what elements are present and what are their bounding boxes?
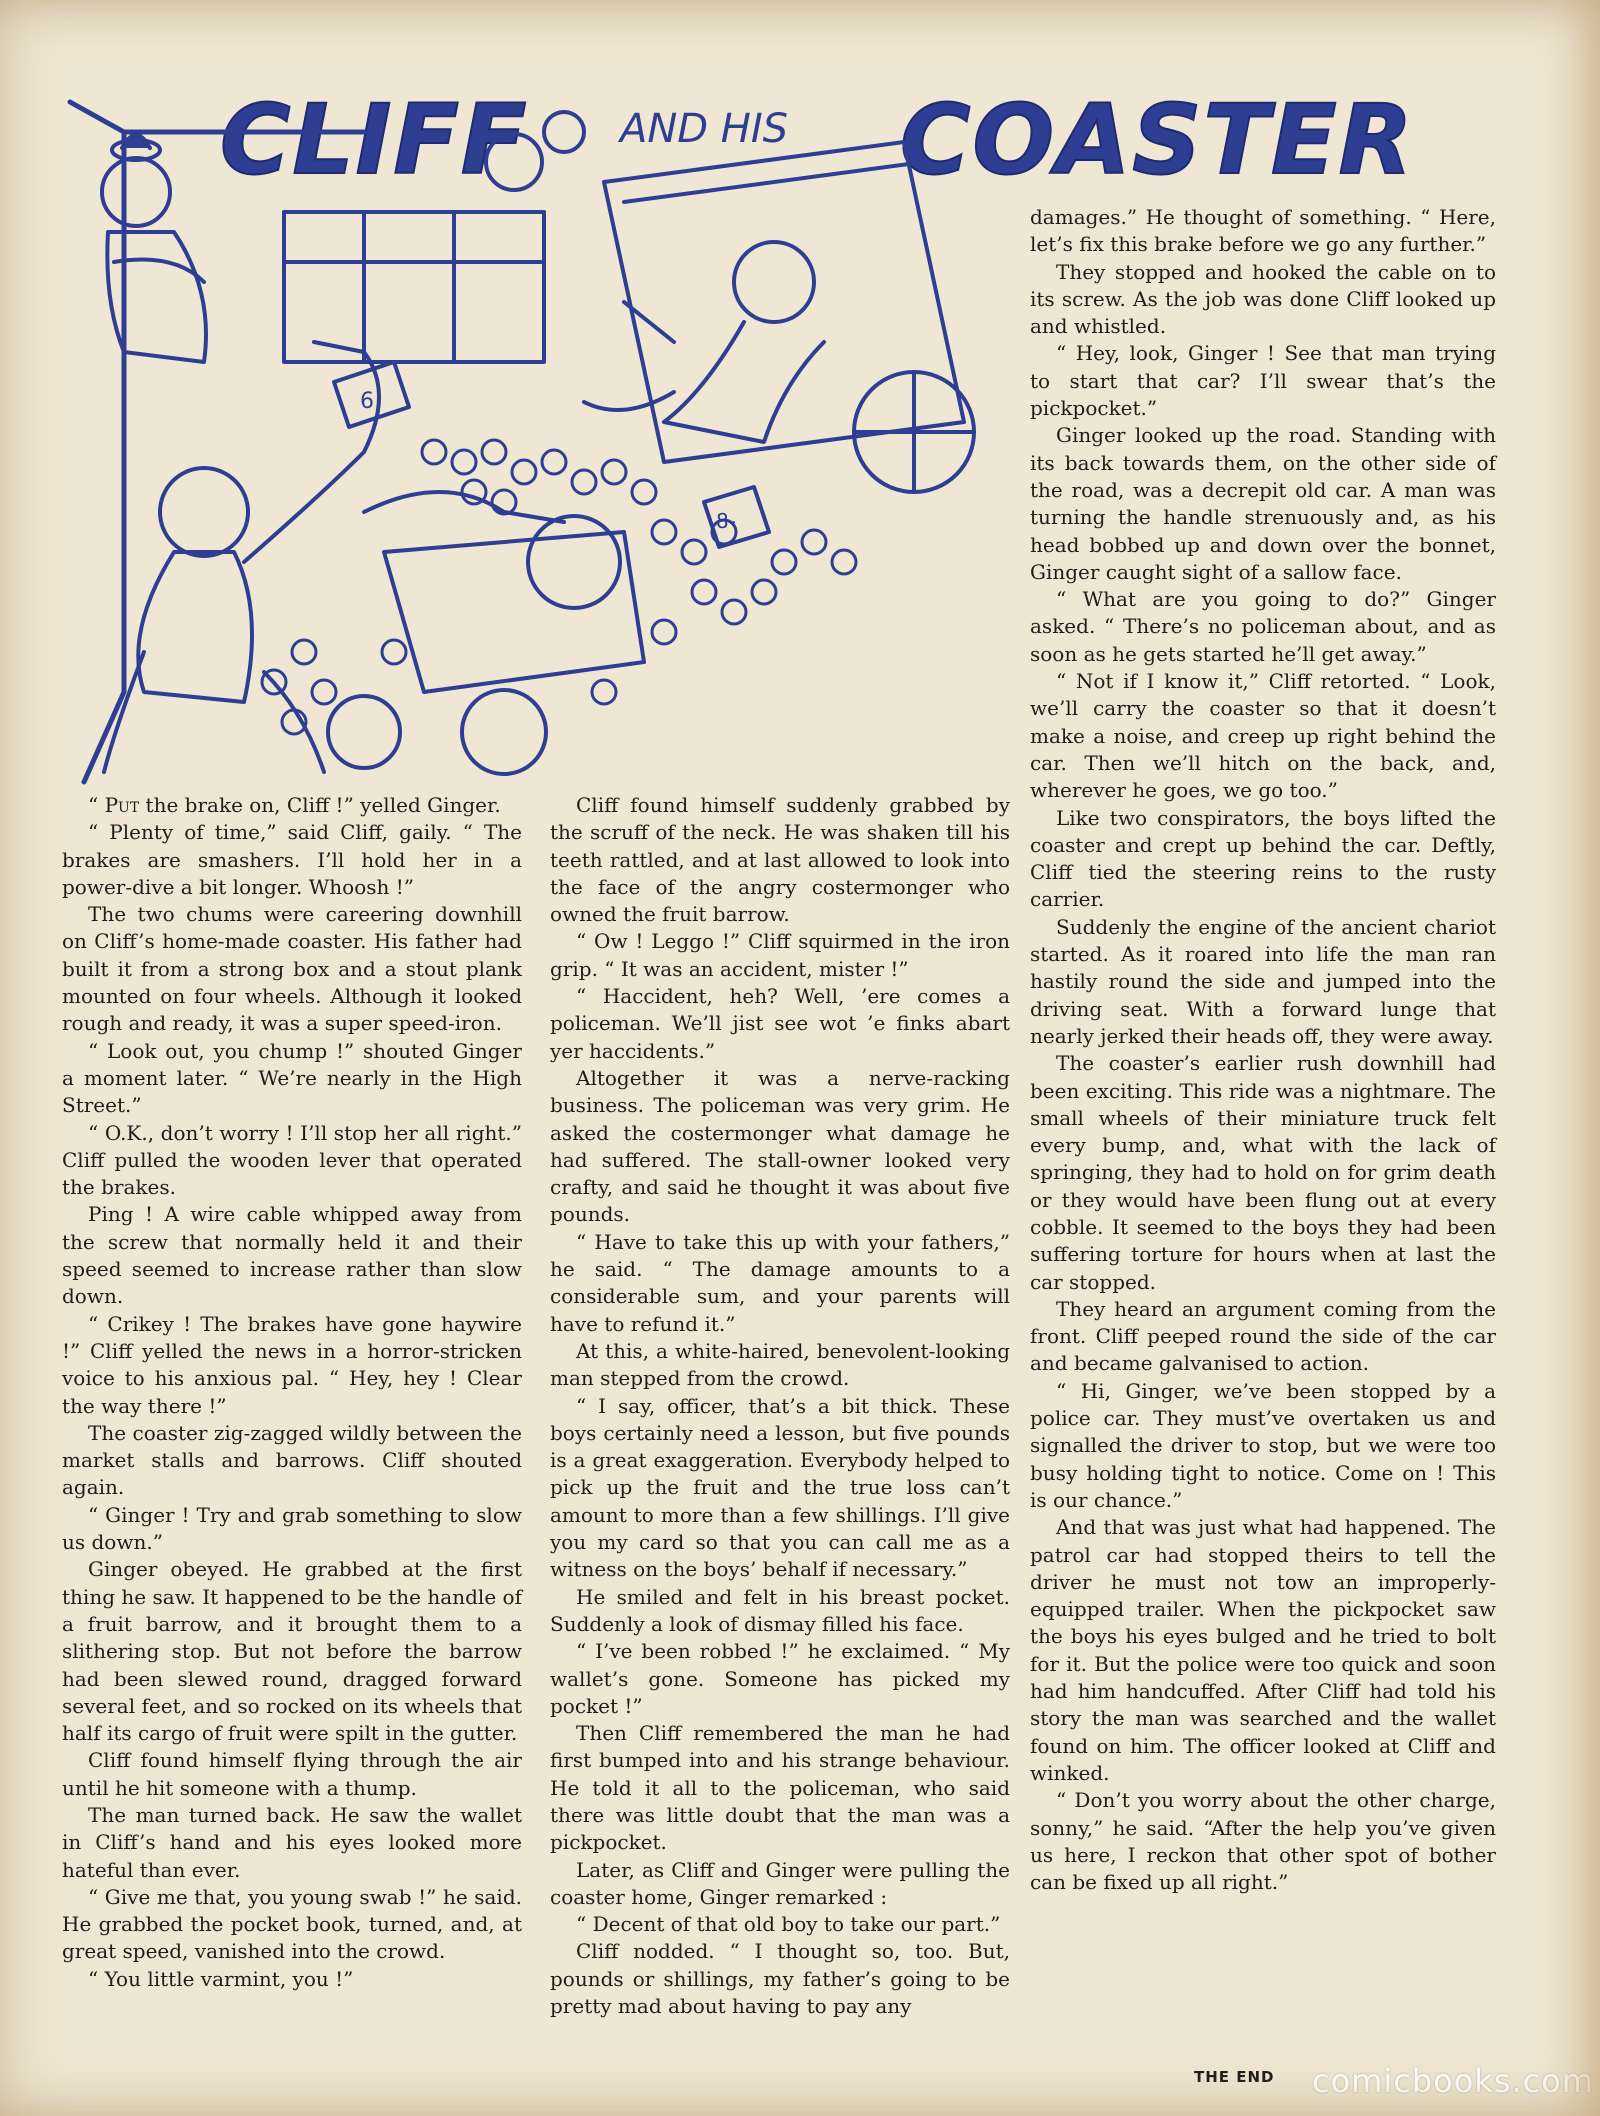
paragraph: “ Crikey ! The brakes have gone haywire !” Cliff yelled the news in a horror-stricken voice to his anxious pal. “ Hey, hey ! Clear the way there !” <box>62 1311 522 1418</box>
title-word-cliff: CLIFF <box>220 84 529 196</box>
paragraph: The coaster’s earlier rush downhill had been exciting. This ride was a nightmare. The small wheels of their miniature truck felt every bump, and, what with the lack of springing, they had to hold on for grim death or they would have been flung out at every cobble. It seemed to the boys they had been suffering torture for hours when at last the car stopped. <box>1030 1051 1496 1294</box>
the-end-label: THE END <box>1194 2068 1275 2086</box>
paragraph: And that was just what had happened. The patrol car had stopped theirs to tell the driver he must not tow an improperly-equipped trailer. When the pickpocket saw the boys his eyes bulged and he tried to bolt for it. But the police were too quick and soon had him handcuffed. After Cliff had told his story the man was searched and the wallet found on him. The officer looked at Cliff and winked. <box>1030 1515 1496 1785</box>
paragraph: Cliff nodded. “ I thought so, too. But, pounds or shillings, my father’s going to be pretty mad about having to pay any <box>550 1939 1010 2019</box>
paragraph: “ Hey, look, Ginger ! See that man trying to start that car? I’ll swear that’s the pickpocket.” <box>1030 341 1496 421</box>
text-column-3 <box>1030 204 1496 1896</box>
paragraph: Ginger looked up the road. Standing with its back towards them, on the other side of the road, was a decrepit old car. A man was turning the handle strenuously and, as his head bobbed up and down over the bonnet, Ginger caught sight of a sallow face. <box>1030 423 1496 584</box>
paragraph: Altogether it was a nerve-racking business. The policeman was very grim. He asked the costermonger what damage he had suffered. The stall-owner looked very crafty, and said he thought it was about five pounds. <box>550 1065 1010 1227</box>
paragraph: “ You little varmint, you !” <box>88 1966 354 1991</box>
paragraph: Suddenly the engine of the ancient chariot started. As it roared into life the man ran hastily round the side and jumped into the driving seat. With a forward lunge that nearly jerked their heads off, they were away. <box>1030 914 1496 1048</box>
paragraph: They stopped and hooked the cable on to its screw. As the job was done Cliff looked up and whistled. <box>1030 259 1496 339</box>
paragraph: “ Look out, you chump !” shouted Ginger a moment later. “ We’re nearly in the High Street.” <box>62 1038 522 1118</box>
paragraph: “ Have to take this up with your fathers,” he said. “ The damage amounts to a considerable sum, and your parents will have to refund it.” <box>550 1229 1010 1336</box>
paragraph: Cliff found himself flying through the air until he hit someone with a thump. <box>62 1748 522 1800</box>
text-column-2 <box>550 792 1010 2020</box>
paragraph: The man turned back. He saw the wallet in Cliff’s hand and his eyes looked more hateful than ever. <box>62 1802 522 1882</box>
lead-words: “ Put <box>88 793 140 817</box>
price-sign-1: 6 <box>360 389 374 414</box>
paragraph: “ Not if I know it,” Cliff retorted. “ Look, we’ll carry the coaster so that it doesn’t make a noise, and creep up right behind the car. Then we’ll hitch on the back, and, wherever he goes, we go too.” <box>1030 669 1496 803</box>
paragraph: Cliff found himself suddenly grabbed by the scruff of the neck. He was shaken till his teeth rattled, and at last allowed to look into the face of the angry costermonger who owned the fruit barrow. <box>550 793 1010 927</box>
paragraph: Then Cliff remembered the man he had first bumped into and his strange behaviour. He told it all to the policeman, who said there was little doubt that the man was a pickpocket. <box>550 1721 1010 1855</box>
paragraph: Ginger obeyed. He grabbed at the first thing he saw. It happened to be the handle of a fruit barrow, and it brought them to a slithering stop. But not before the barrow had been slewed round, dragged forward several feet, and so rocked on its wheels that half its cargo of fruit were spilt in the gutter. <box>62 1557 522 1746</box>
paragraph: They heard an argument coming from the front. Cliff peeped round the side of the car and became galvanised to action. <box>1030 1296 1496 1376</box>
paragraph: Later, as Cliff and Ginger were pulling the coaster home, Ginger remarked : <box>550 1857 1010 1909</box>
paragraph: damages.” He thought of something. “ Here, let’s fix this brake before we go any further.” <box>1030 205 1496 257</box>
paragraph: “ Ow ! Leggo !” Cliff squirmed in the iron grip. “ It was an accident, mister !” <box>550 929 1010 981</box>
text-column-1 <box>62 792 522 1993</box>
title-word-and-his: AND HIS <box>620 106 789 152</box>
paragraph: Like two conspirators, the boys lifted the coaster and crept up behind the car. Deftly, Cliff tied the steering reins to the rusty carrier. <box>1030 805 1496 912</box>
paragraph: The coaster zig-zagged wildly between the market stalls and barrows. Cliff shouted again. <box>62 1420 522 1500</box>
paragraph: “ I’ve been robbed !” he exclaimed. “ My wallet’s gone. Someone has picked my pocket !” <box>550 1639 1010 1718</box>
paragraph: “ Hi, Ginger, we’ve been stopped by a police car. They must’ve overtaken us and signalled the driver to stop, but we were too busy holding tight to notice. Come on ! This is our chance.” <box>1030 1378 1496 1512</box>
paragraph: He smiled and felt in his breast pocket. Suddenly a look of dismay filled his face. <box>550 1584 1010 1636</box>
paragraph: “ Ginger ! Try and grab something to slow us down.” <box>62 1502 522 1555</box>
paragraph: “ Decent of that old boy to take our part.” <box>576 1912 1001 1937</box>
paragraph: “ Haccident, heh? Well, ’ere comes a policeman. We’ll jist see wot ’e finks abart yer haccidents.” <box>550 984 1010 1063</box>
paragraph: “ Don’t you worry about the other charge, sonny,” he said. “After the help you’ve given us here, I reckon that other spot of bother can be fixed up all right.” <box>1030 1788 1496 1895</box>
title-word-coaster: COASTER <box>900 84 1415 196</box>
price-sign-2: 8- <box>716 509 736 533</box>
paragraph: The two chums were careering downhill on Cliff’s home-made coaster. His father had built it from a strong box and a stout plank mounted on four wheels. Although it looked rough and ready, it was a super speed-iron. <box>62 902 522 1036</box>
coaster-crash-illustration <box>64 84 1002 792</box>
paragraph: “ Put the brake on, Cliff !” yelled Ginger. <box>88 793 501 817</box>
paragraph: “ Give me that, you young swab !” he said. He grabbed the pocket book, turned, and, at great speed, vanished into the crowd. <box>62 1884 522 1964</box>
paragraph: “ I say, officer, that’s a bit thick. These boys certainly need a lesson, but five pounds is a great exaggeration. Everybody helped to pick up the fruit and the true loss can’t amount to more than a few shillings. I’ll give you my card so that you can call me as a witness on the boys’ behalf if necessary.” <box>550 1393 1010 1582</box>
paragraph: Ping ! A wire cable whipped away from the screw that normally held it and their speed seemed to increase rather than slow down. <box>62 1202 522 1309</box>
site-watermark: comicbooks.com <box>1312 2062 1595 2100</box>
paragraph: “ Plenty of time,” said Cliff, gaily. “ The brakes are smashers. I’ll hold her in a power-dive a bit longer. Whoosh !” <box>62 820 522 899</box>
paragraph: “ O.K., don’t worry ! I’ll stop her all right.” Cliff pulled the wooden lever that operated the brakes. <box>62 1120 522 1200</box>
paragraph: “ What are you going to do?” Ginger asked. “ There’s no policeman about, and as soon as he gets started he’ll get away.” <box>1030 587 1496 666</box>
paragraph: At this, a white-haired, benevolent-looking man stepped from the crowd. <box>550 1338 1010 1391</box>
